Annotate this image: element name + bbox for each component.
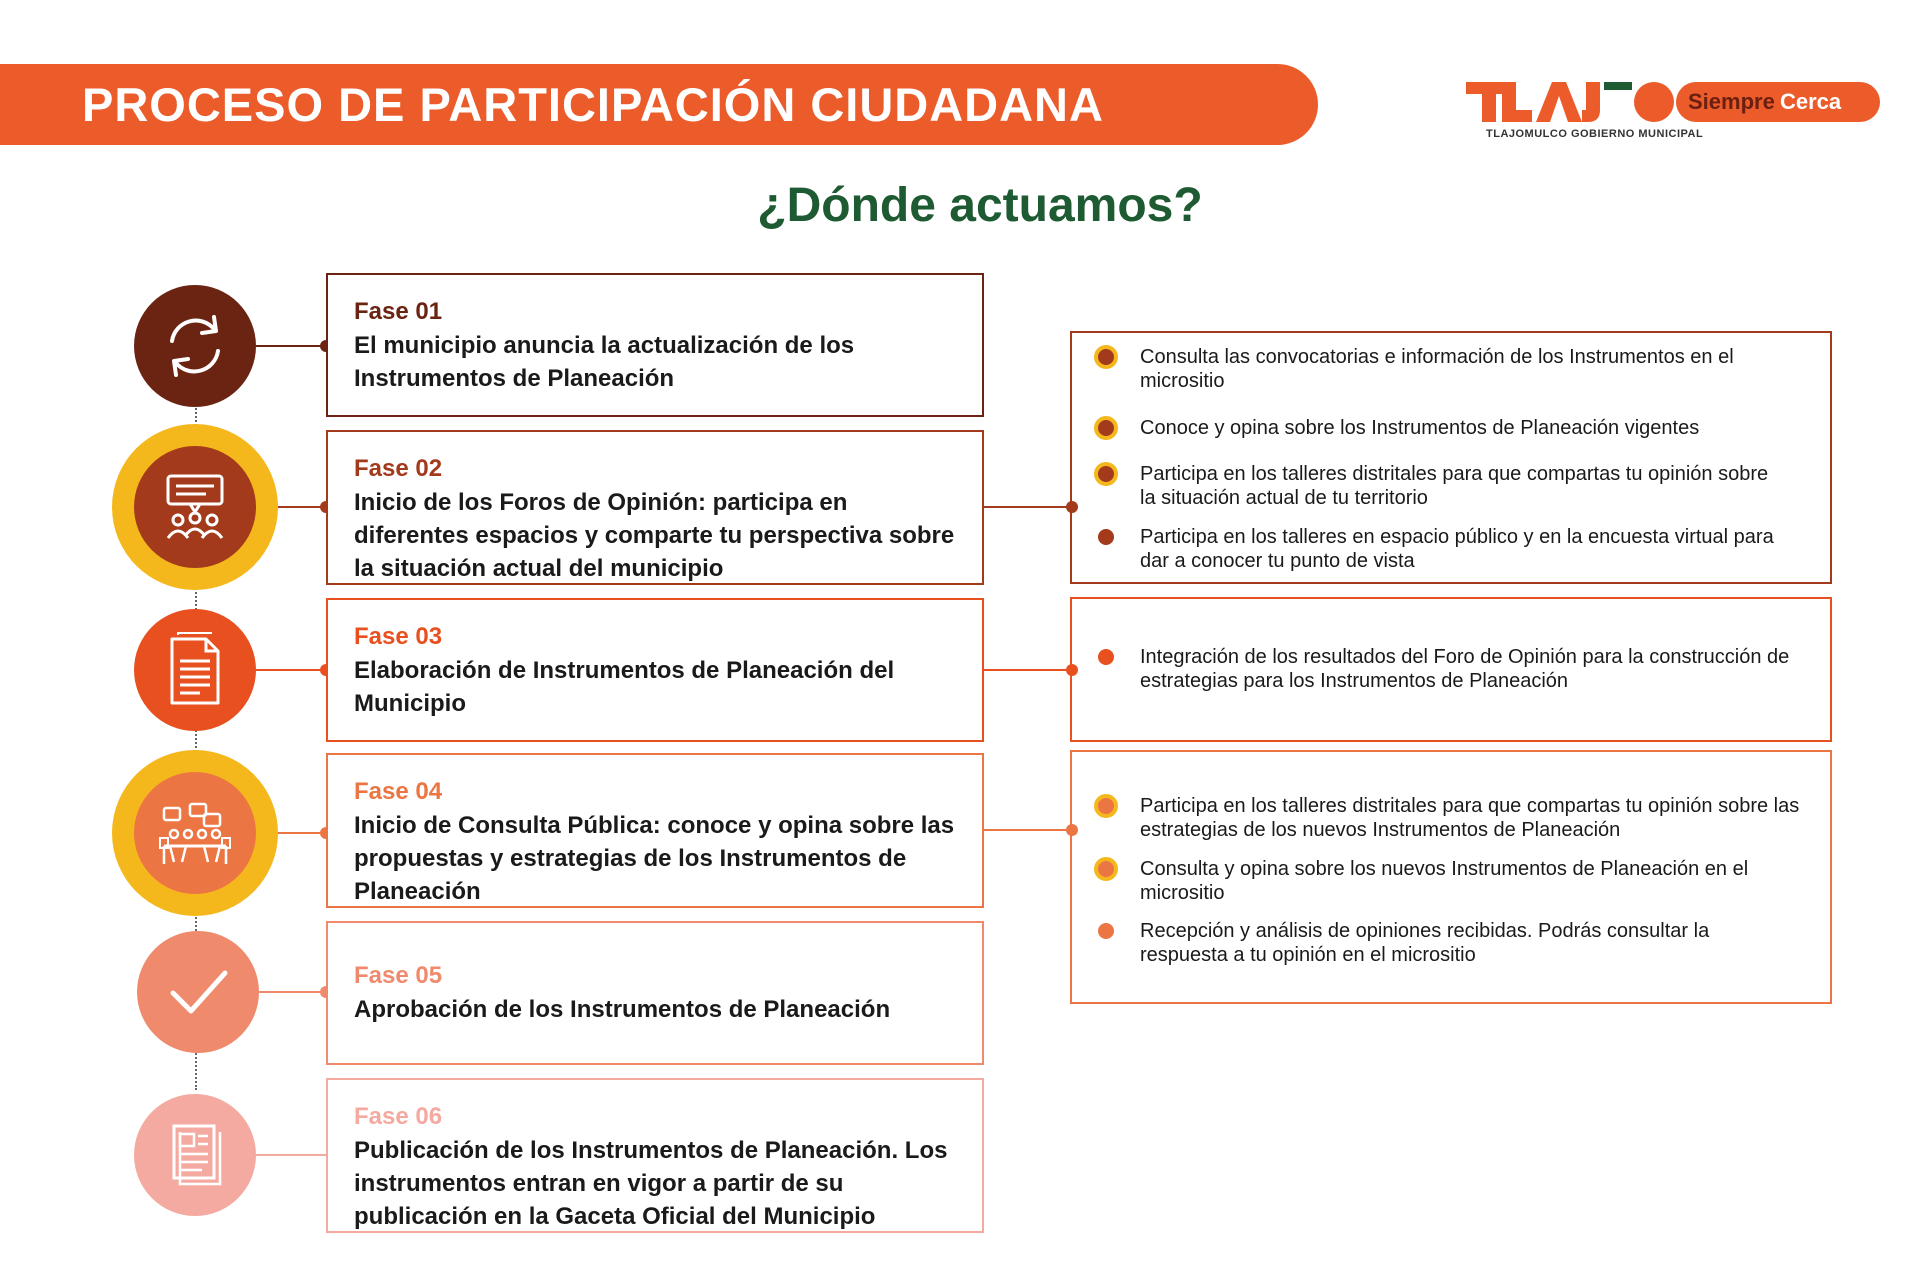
phase-4-detail-box	[1070, 750, 1832, 1004]
refresh-icon	[134, 285, 256, 407]
detail-bullet: Participa en los talleres distritales para que compartas tu opinión sobre las estrategias de los nuevos Instrumentos de Planeación	[1098, 794, 1818, 842]
tlajo-logo-mark-icon	[1466, 80, 1676, 124]
phase-4-box	[326, 753, 984, 908]
phase-5-circle	[137, 931, 259, 1053]
phase-3-connector	[256, 669, 326, 671]
bullet-dot-icon	[1094, 416, 1118, 440]
phase-6-circle	[134, 1094, 256, 1216]
page-title: PROCESO DE PARTICIPACIÓN CIUDADANA	[82, 78, 1104, 131]
phase-2-connector	[278, 506, 326, 508]
phase-1-label: Fase 01	[354, 298, 443, 325]
logo-cerca: Cerca	[1780, 89, 1842, 114]
phase-5-label: Fase 05	[354, 962, 443, 989]
phase-3-label: Fase 03	[354, 623, 443, 650]
phase-1-circle	[134, 285, 256, 407]
phase-5-connector	[259, 991, 326, 993]
header-banner	[0, 64, 1318, 145]
forum-icon	[134, 446, 256, 568]
phase-4-label: Fase 04	[354, 778, 443, 805]
bullet-dot-icon	[1098, 529, 1114, 545]
phase-3-detail-box	[1070, 597, 1832, 742]
logo-siempre: Siempre	[1688, 89, 1775, 114]
detail-bullet: Participa en los talleres en espacio público y en la encuesta virtual para dar a conocer tu punto de vista	[1098, 525, 1778, 573]
meeting-icon	[134, 772, 256, 894]
detail-bullet: Conoce y opina sobre los Instrumentos de Planeación vigentes	[1098, 416, 1818, 440]
timeline-connector	[195, 1050, 197, 1090]
phase-4-connector	[278, 832, 326, 834]
phase-1-text: El municipio anuncia la actualización de los Instrumentos de Planeación	[354, 332, 855, 392]
phase-5-box	[326, 921, 984, 1065]
phase-2-circle	[134, 446, 256, 568]
phase-4-circle	[134, 772, 256, 894]
phase-4-detail-connector	[984, 829, 1072, 831]
phase-1-box	[326, 273, 984, 417]
detail-bullet: Consulta las convocatorias e información de los Instrumentos en el micrositio	[1098, 345, 1778, 393]
detail-bullet: Recepción y análisis de opiniones recibidas. Podrás consultar la respuesta a tu opinión en el micrositio	[1098, 919, 1798, 967]
phase-3-circle	[134, 609, 256, 731]
phase-2-detail-box	[1070, 331, 1832, 584]
detail-bullet: Participa en los talleres distritales para que compartas tu opinión sobre la situación actual de tu territorio	[1098, 462, 1778, 510]
phase-3-box	[326, 598, 984, 742]
check-icon	[137, 931, 259, 1053]
phase-1-connector	[256, 345, 326, 347]
detail-bullet: Consulta y opina sobre los nuevos Instrumentos de Planeación en el micrositio	[1098, 857, 1818, 905]
bullet-dot-icon	[1094, 462, 1118, 486]
phase-3-detail-connector	[984, 669, 1072, 671]
phase-6-box	[326, 1078, 984, 1233]
phase-5-text: Aprobación de los Instrumentos de Planeación	[354, 996, 891, 1023]
phase-6-connector	[256, 1154, 326, 1156]
phase-2-detail-connector	[984, 506, 1072, 508]
newspaper-icon	[134, 1094, 256, 1216]
bullet-dot-icon	[1094, 345, 1118, 369]
detail-bullet: Integración de los resultados del Foro de Opinión para la construcción de estrategias para los Instrumentos de Planeación	[1098, 645, 1798, 693]
bullet-dot-icon	[1094, 794, 1118, 818]
phase-4-text: Inicio de Consulta Pública: conoce y opina sobre las propuestas y estrategias de los Instrumentos de Planeación	[354, 812, 955, 905]
phase-2-label: Fase 02	[354, 455, 443, 482]
logo-subtitle: TLAJOMULCO GOBIERNO MUNICIPAL	[1486, 128, 1704, 140]
section-subtitle: ¿Dónde actuamos?	[757, 179, 1203, 232]
phase-3-text: Elaboración de Instrumentos de Planeación del Municipio	[354, 657, 895, 717]
phase-2-text: Inicio de los Foros de Opinión: participa en diferentes espacios y comparte tu perspectiva sobre la situación actual del municipio	[354, 489, 955, 582]
bullet-dot-icon	[1098, 923, 1114, 939]
phase-2-box	[326, 430, 984, 585]
bullet-dot-icon	[1098, 649, 1114, 665]
phase-6-text: Publicación de los Instrumentos de Planeación. Los instrumentos entran en vigor a partir de su publicación en la Gaceta Oficial del Municipio	[354, 1137, 948, 1230]
document-icon	[134, 609, 256, 731]
phase-6-label: Fase 06	[354, 1103, 443, 1130]
tlajomulco-logo	[1466, 80, 1880, 142]
bullet-dot-icon	[1094, 857, 1118, 881]
